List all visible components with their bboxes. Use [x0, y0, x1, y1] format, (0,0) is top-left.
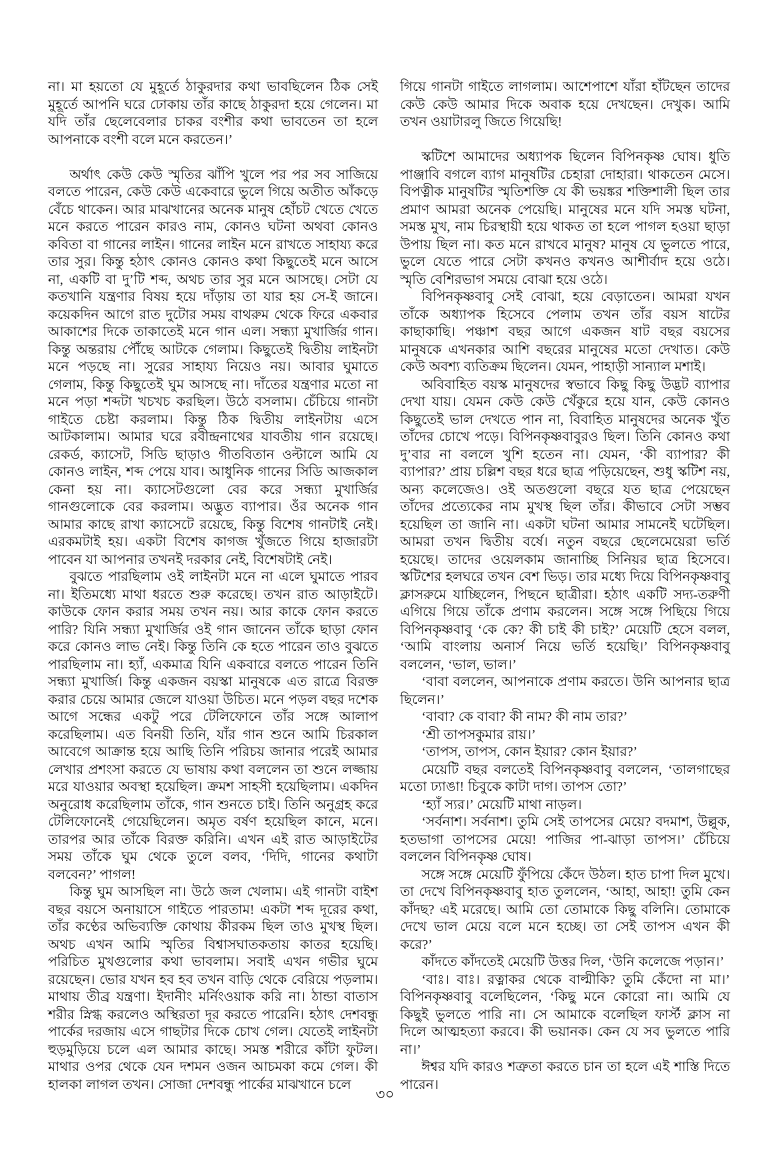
paragraph: কাঁদতে কাঁদতেই মেয়েটি উত্তর দিল, ‘উনি কলেজে পড়ান।’ [421, 954, 725, 969]
paragraph: স্কটিশে আমাদের অধ্যাপক ছিলেন বিপিনকৃষ্ণ ঘোষ। ধুতি পাঞ্জাবি বগলে ব্যাগ মানুষটির চেহারা দোহারা। থাকতেন মেসে। বিপত্নীক মানুষটির স্মৃতিশক্তি যে কী ভয়ঙ্কর শক্তিশালী ছিল তার প্রমাণ আমরা অনেক পেয়েছি। মানুষের মনে যদি সমস্ত ঘটনা, সমস্ত মুখ, নাম চিরস্থায়ী হয়ে থাকত তা হলে পাগল হওয়া ছাড়া উপায় ছিল না। কত মনে রাখবে মানুষ? মানুষ যে ভুলতে পারে, ভুলে যেতে পারে সেটা কখনও কখনও আশীর্বাদ হয়ে ওঠে। স্মৃতি বেশিরভাগ সময়ে বোঝা হয়ে ওঠে। [400, 149, 730, 287]
paragraph: বুঝতে পারছিলাম ওই লাইনটা মনে না এলে ঘুমাতে পারব না। ইতিমধ্যে মাথা ধরতে শুরু করেছে। তখন রাত আড়াইটে। কাউকে ফোন করার সময় তখন নয়। আর কাকে ফোন করতে পারি? যিনি সন্ধ্যা মুখার্জির ওই গান জানেন তাঁকে ছাড়া ফোন করে কোনও লাভ নেই। কিন্তু তিনি কে হতে পারেন তাও বুঝতে পারছিলাম না। হ্যাঁ, একমাত্র যিনি একবারে বলতে পারেন তিনি সন্ধ্যা মুখার্জি। কিন্তু একজন বয়স্কা মানুষকে এত রাত্রে বিরক্ত করার চেয়ে আমার জেলে যাওয়া উচিত। মনে পড়ল বছর দশেক আগে সন্ধের একটু পরে টেলিফোনে তাঁর সঙ্গে আলাপ করেছিলাম। এত বিনয়ী তিনি, যাঁর গান শুনে আমি চিরকাল আবেগে আক্রান্ত হয়ে আছি তিনি পরিচয় জানার পরেই আমার লেখার প্রশংসা করতে যে ভাষায় কথা বললেন তা শুনে লজ্জায় মরে যাওয়ার অবস্থা হয়েছিল। ক্রমশ সাহসী হয়েছিলাম। একদিন অনুরোধ করেছিলাম তাঁকে, গান শুনতে চাই। তিনি অনুগ্রহ করে টেলিফোনেই গেয়েছিলেন। অমৃত বর্ষণ হয়েছিল কানে, মনে। তারপর আর তাঁকে বিরক্ত করিনি। এখন এই রাত আড়াইটের সময় তাঁকে ঘুম থেকে তুলে বলব, ‘দিদি, গানের কথাটা বলবেন?’ পাগল! [48, 569, 378, 882]
paragraph: ‘বাবা বললেন, আপনাকে প্রণাম করতে। উনি আপনার ছাত্র ছিলেন।’ [400, 674, 730, 707]
paragraph: ‘তাপস, তাপস, কোন ইয়ার? কোন ইয়ার?’ [421, 744, 638, 759]
paragraph: ঈশ্বর যদি কারও শত্রুতা করতে চান তা হলে এই শাস্তি দিতে পারেন। [400, 1059, 730, 1092]
paragraph: মেয়েটি বছর বলতেই বিপিনকৃষ্ণবাবু বললেন, ‘তালগাছের মতো ঢ্যাঙা! চিবুকে কাটা দাগ। তাপস তো?’ [400, 761, 730, 794]
paragraph: বিপিনকৃষ্ণবাবু সেই বোঝা, হয়ে বেড়াতেন। আমরা যখন তাঁকে অধ্যাপক হিসেবে পেলাম তখন তাঁর বয়স ষাটের কাছাকাছি। পঞ্চাশ বছর আগে একজন ষাট বছর বয়সের মানুষকে এখনকার আশি বছরের মানুষের মতো দেখাত। কেউ কেউ অবশ্য ব্যতিক্রম ছিলেন। যেমন, পাহাড়ী সান্যাল মশাই। [400, 289, 730, 374]
paragraph: ‘শ্রী তাপসকুমার রায়।’ [421, 726, 536, 742]
text-column-left [48, 78, 378, 1093]
paragraph: ‘সর্বনাশ। সর্বনাশ। তুমি সেই তাপসের মেয়ে? বদমাশ, উল্লুক, হতভাগা তাপসের মেয়ে! পাজির পা-ঝাড়া তাপস।’ চেঁচিয়ে বললেন বিপিনকৃষ্ণ ঘোষ। [400, 814, 730, 864]
paragraph: ‘বাবা? কে বাবা? কী নাম? কী নাম তার?’ [421, 709, 628, 724]
paragraph: গিয়ে গানটা গাইতে লাগলাম। আশেপাশে যাঁরা হাঁটছেন তাদের কেউ কেউ আমার দিকে অবাক হয়ে দেখছেন। দেখুক। আমি তখন ওয়াটারলু জিতে গিয়েছি! [400, 79, 730, 129]
paragraph: সঙ্গে সঙ্গে মেয়েটি ফুঁপিয়ে কেঁদে উঠল। হাত চাপা দিল মুখে। তা দেখে বিপিনকৃষ্ণবাবু হাত তুললেন, ‘আহা, আহা! তুমি কেন কাঁদছ? এই মরেছে। আমি তো তোমাকে কিছু বলিনি। তোমাকে দেখে ভাল মেয়ে বলে মনে হচ্ছে। তা সেই তাপস এখন কী করে?’ [400, 866, 730, 952]
text-column-right [400, 78, 730, 1093]
page-number: ৩০ [375, 1087, 395, 1103]
paragraph: ‘বাঃ। বাঃ। রত্নাকর থেকে বাল্মীকি? তুমি কেঁদো না মা।’ বিপিনকৃষ্ণবাবু বলেছিলেন, ‘কিছু মনে কোরো না। আমি যে কিছুই ভুলতে পারি না। সে আমাকে বলেছিল ফার্স্ট ক্লাস না দিলে আত্মহত্যা করবে। কী ভয়ানক। কেন যে সব ভুলতে পারি না।’ [400, 971, 730, 1057]
paragraph: অর্থাৎ কেউ কেউ স্মৃতির ঝাঁপি খুলে পর পর সব সাজিয়ে বলতে পারেন, কেউ কেউ একেবারে ভুলে গিয়ে অতীত আঁকড়ে বেঁচে থাকেন। আর মাঝখানের অনেক মানুষ হোঁচট খেতে খেতে মনে করতে পারেন কারও নাম, কোনও ঘটনা অথবা কোনও কবিতা বা গানের লাইন। গানের লাইন মনে রাখতে সাহায্য করে তার সুর। কিন্তু হঠাৎ কোনও কোনও কথা কিছুতেই মনে আসে না, একটি বা দু’টি শব্দ, অথচ তার সুর মনে আসছে। সেটা যে কতখানি যন্ত্রণার বিষয় হয়ে দাঁড়ায় তা যার হয় সে-ই জানে। কয়েকদিন আগে রাত দুটোর সময় বাথরুম থেকে ফিরে একবার আকাশের দিকে তাকাতেই মনে গান এল। সন্ধ্যা মুখার্জির গান। কিন্তু অন্তরায় পৌঁছে আটকে গেলাম। কিছুতেই দ্বিতীয় লাইনটা মনে পড়ছে না। সুরের সাহায্য নিয়েও নয়। আবার ঘুমাতে গেলাম, কিন্তু কিছুতেই ঘুম আসছে না। দাঁতের যন্ত্রণার মতো না মনে পড়া শব্দটা খচখচ করছিল। উঠে বসলাম। চেঁচিয়ে গানটা গাইতে চেষ্টা করলাম। কিন্তু ঠিক দ্বিতীয় লাইনটায় এসে আটকালাম। আমার ঘরে রবীন্দ্রনাথের যাবতীয় গান রয়েছে। রেকর্ড, ক্যাসেট, সিডি ছাড়াও গীতবিতান ওল্টালে আমি যে কোনও লাইন, শব্দ পেয়ে যাব। আধুনিক গানের সিডি আজকাল কেনা হয় না। ক্যাসেটগুলো বের করে সন্ধ্যা মুখার্জির গানগুলোকে বের করলাম। অদ্ভুত ব্যাপার। ওঁর অনেক গান আমার কাছে রাখা ক্যাসেটে রয়েছে, কিন্তু বিশেষ গানটাই নেই। এরকমটাই হয়। একটা বিশেষ কাগজ খুঁজতে গিয়ে হাজারটা পাবেন যা আপনার তখনই দরকার নেই, বিশেষটাই নেই। [48, 166, 378, 567]
paragraph: অবিবাহিত বয়স্ক মানুষদের স্বভাবে কিছু কিছু উদ্ভট ব্যাপার দেখা যায়। যেমন কেউ কেউ খেঁকুরে হয়ে যান, কেউ কোনও কিছুতেই ভাল দেখতে পান না, বিবাহিত মানুষদের অনেক খুঁত তাঁদের চোখে পড়ে। বিপিনকৃষ্ণবাবুরও ছিল। তিনি কোনও কথা দু’বার না বললে খুশি হতেন না। যেমন, ‘কী ব্যাপার? কী ব্যাপার?’ প্রায় চল্লিশ বছর ধরে ছাত্র পড়িয়েছেন, শুধু স্কটিশ নয়, অন্য কলেজেও। ওই অতগুলো বছরে যত ছাত্র পেয়েছেন তাঁদের প্রত্যেকের নাম মুখস্থ ছিল তাঁর। কীভাবে সেটা সম্ভব হয়েছিল তা জানি না। একটা ঘটনা আমার সামনেই ঘটেছিল। আমরা তখন দ্বিতীয় বর্ষে। নতুন বছরে ছেলেমেয়েরা ভর্তি হয়েছে। তাদের ওয়েলকাম জানাচ্ছি সিনিয়র ছাত্র হিসেবে। স্কটিশের হলঘরে তখন বেশ ভিড়। তার মধ্যে দিয়ে বিপিনকৃষ্ণবাবু ক্লাসরুমে যাচ্ছিলেন, পিছনে ছাত্রীরা। হঠাৎ একটি সদ্য-তরুণী এগিয়ে গিয়ে তাঁকে প্রণাম করলেন। সঙ্গে সঙ্গে পিছিয়ে গিয়ে বিপিনকৃষ্ণবাবু ‘কে কে? কী চাই কী চাই?’ মেয়েটি হেসে বলল, ‘আমি বাংলায় অনার্স নিয়ে ভর্তি হয়েছি।’ বিপিনকৃষ্ণবাবু বললেন, ‘ভাল, ভাল।’ [400, 376, 730, 672]
paragraph: না। মা হয়তো যে মুহূর্তে ঠাকুরদার কথা ভাবছিলেন ঠিক সেই মুহূর্তে আপনি ঘরে ঢোকায় তাঁর কাছে ঠাকুরদা হয়ে গেলেন। মা যদি তাঁর ছেলেবেলার চাকর বংশীর কথা ভাবতেন তা হলে আপনাকে বংশী বলে মনে করতেন।’ [48, 79, 378, 147]
paragraph: কিন্তু ঘুম আসছিল না। উঠে জল খেলাম। এই গানটা বাইশ বছর বয়সে অনায়াসে গাইতে পারতাম! একটা শব্দ দূরের কথা, তাঁর কণ্ঠের অভিব্যক্তি কোথায় কীরকম ছিল তাও মুখস্থ ছিল। অথচ এখন আমি স্মৃতির বিশ্বাসঘাতকতায় কাতর হয়েছি। পরিচিত মুখগুলোর কথা ভাবলাম। সবাই এখন গভীর ঘুমে রয়েছেন। ভোর যখন হব হব তখন বাড়ি থেকে বেরিয়ে পড়লাম। মাথায় তীব্র যন্ত্রণা। ইদানীং মর্নিংওয়াক করি না। ঠান্ডা বাতাস শরীর স্নিগ্ধ করলেও অস্থিরতা দূর করতে পারেনি। হঠাৎ দেশবন্ধু পার্কের দরজায় এসে গাছটার দিকে চোখ গেল। যেতেই লাইনটা হুড়মুড়িয়ে চলে এল আমার কাছে। সমস্ত শরীরে কাঁটা ফুটল। মাথার ওপর থেকে যেন দশমন ওজন আচমকা কমে গেল। কী হালকা লাগল তখন। সোজা দেশবন্ধু পার্কের মাঝখানে চলে [48, 884, 378, 1092]
paragraph: ‘হ্যাঁ স্যর।’ মেয়েটি মাথা নাড়ল। [421, 796, 582, 812]
